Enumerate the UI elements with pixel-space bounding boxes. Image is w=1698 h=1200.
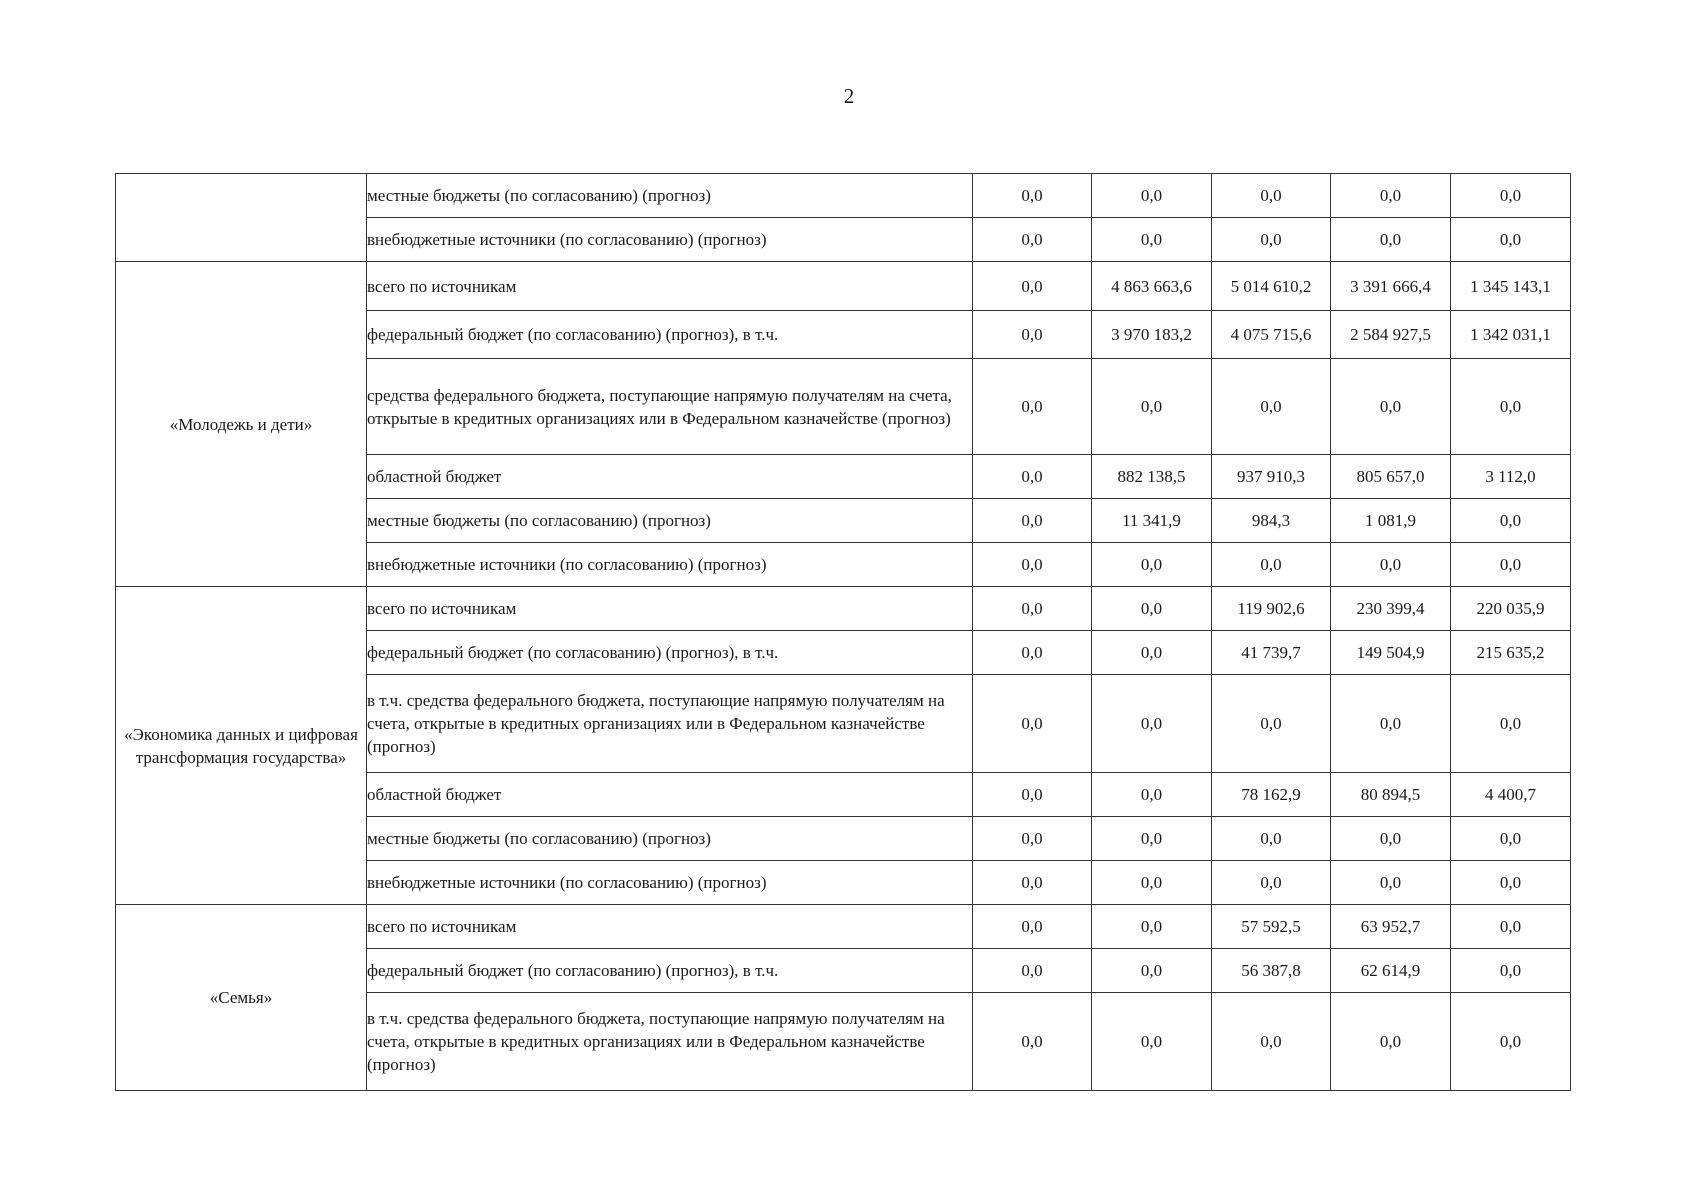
value-cell: 0,0 <box>1331 359 1451 455</box>
value-cell: 4 863 663,6 <box>1092 262 1212 311</box>
funding-source-cell: внебюджетные источники (по согласованию) (прогноз) <box>367 543 973 587</box>
value-cell: 1 342 031,1 <box>1451 311 1571 359</box>
value-cell: 215 635,2 <box>1451 631 1571 675</box>
value-cell: 0,0 <box>1092 993 1212 1091</box>
value-cell: 0,0 <box>973 949 1092 993</box>
value-cell: 882 138,5 <box>1092 455 1212 499</box>
value-cell: 0,0 <box>1092 675 1212 773</box>
table-row <box>116 905 1571 949</box>
funding-source-cell: федеральный бюджет (по согласованию) (прогноз), в т.ч. <box>367 949 973 993</box>
funding-source-cell: областной бюджет <box>367 455 973 499</box>
value-cell: 0,0 <box>1212 174 1331 218</box>
value-cell: 0,0 <box>1331 675 1451 773</box>
value-cell: 0,0 <box>1092 359 1212 455</box>
value-cell: 0,0 <box>973 675 1092 773</box>
value-cell: 0,0 <box>973 993 1092 1091</box>
table-row <box>116 174 1571 218</box>
value-cell: 0,0 <box>1212 861 1331 905</box>
value-cell: 0,0 <box>973 631 1092 675</box>
value-cell: 0,0 <box>1451 993 1571 1091</box>
value-cell: 0,0 <box>1212 359 1331 455</box>
value-cell: 0,0 <box>973 543 1092 587</box>
funding-source-cell: в т.ч. средства федерального бюджета, поступающие напрямую получателям на счета, открытые в кредитных организациях или в Федеральном казначействе (прогноз) <box>367 993 973 1091</box>
value-cell: 0,0 <box>973 218 1092 262</box>
value-cell: 0,0 <box>1092 905 1212 949</box>
value-cell: 0,0 <box>973 587 1092 631</box>
value-cell: 0,0 <box>973 499 1092 543</box>
value-cell: 80 894,5 <box>1331 773 1451 817</box>
value-cell: 0,0 <box>1212 675 1331 773</box>
funding-source-cell: всего по источникам <box>367 905 973 949</box>
value-cell: 0,0 <box>1212 993 1331 1091</box>
value-cell: 0,0 <box>973 817 1092 861</box>
funding-source-cell: местные бюджеты (по согласованию) (прогноз) <box>367 499 973 543</box>
value-cell: 805 657,0 <box>1331 455 1451 499</box>
value-cell: 0,0 <box>1212 817 1331 861</box>
value-cell: 0,0 <box>1092 587 1212 631</box>
value-cell: 0,0 <box>1092 861 1212 905</box>
value-cell: 0,0 <box>1331 543 1451 587</box>
funding-source-cell: внебюджетные источники (по согласованию) (прогноз) <box>367 218 973 262</box>
value-cell: 937 910,3 <box>1212 455 1331 499</box>
value-cell: 0,0 <box>1451 359 1571 455</box>
value-cell: 0,0 <box>973 311 1092 359</box>
value-cell: 0,0 <box>1331 861 1451 905</box>
value-cell: 0,0 <box>1451 905 1571 949</box>
value-cell: 0,0 <box>1331 817 1451 861</box>
value-cell: 0,0 <box>973 861 1092 905</box>
value-cell: 78 162,9 <box>1212 773 1331 817</box>
value-cell: 1 345 143,1 <box>1451 262 1571 311</box>
value-cell: 984,3 <box>1212 499 1331 543</box>
value-cell: 0,0 <box>973 359 1092 455</box>
value-cell: 0,0 <box>1451 499 1571 543</box>
funding-source-cell: всего по источникам <box>367 587 973 631</box>
funding-source-cell: местные бюджеты (по согласованию) (прогноз) <box>367 817 973 861</box>
value-cell: 0,0 <box>1331 993 1451 1091</box>
funding-source-cell: местные бюджеты (по согласованию) (прогноз) <box>367 174 973 218</box>
funding-source-cell: средства федерального бюджета, поступающие напрямую получателям на счета, открытые в кредитных организациях или в Федеральном казначействе (прогноз) <box>367 359 973 455</box>
value-cell: 0,0 <box>1331 218 1451 262</box>
value-cell: 230 399,4 <box>1331 587 1451 631</box>
value-cell: 119 902,6 <box>1212 587 1331 631</box>
value-cell: 11 341,9 <box>1092 499 1212 543</box>
funding-source-cell: в т.ч. средства федерального бюджета, поступающие напрямую получателям на счета, открытые в кредитных организациях или в Федеральном казначействе (прогноз) <box>367 675 973 773</box>
value-cell: 0,0 <box>1092 773 1212 817</box>
value-cell: 4 075 715,6 <box>1212 311 1331 359</box>
value-cell: 0,0 <box>973 262 1092 311</box>
value-cell: 0,0 <box>1212 218 1331 262</box>
value-cell: 3 391 666,4 <box>1331 262 1451 311</box>
project-name-cell <box>116 174 367 262</box>
value-cell: 0,0 <box>1212 543 1331 587</box>
value-cell: 0,0 <box>1092 543 1212 587</box>
value-cell: 57 592,5 <box>1212 905 1331 949</box>
value-cell: 0,0 <box>1092 218 1212 262</box>
value-cell: 0,0 <box>1451 174 1571 218</box>
value-cell: 5 014 610,2 <box>1212 262 1331 311</box>
value-cell: 1 081,9 <box>1331 499 1451 543</box>
value-cell: 0,0 <box>1451 218 1571 262</box>
value-cell: 3 970 183,2 <box>1092 311 1212 359</box>
value-cell: 0,0 <box>1092 631 1212 675</box>
value-cell: 0,0 <box>973 905 1092 949</box>
value-cell: 0,0 <box>973 455 1092 499</box>
value-cell: 0,0 <box>1451 949 1571 993</box>
funding-source-cell: федеральный бюджет (по согласованию) (прогноз), в т.ч. <box>367 631 973 675</box>
value-cell: 0,0 <box>1092 174 1212 218</box>
value-cell: 0,0 <box>1451 675 1571 773</box>
table-row <box>116 262 1571 311</box>
value-cell: 0,0 <box>973 773 1092 817</box>
value-cell: 0,0 <box>973 174 1092 218</box>
funding-source-cell: внебюджетные источники (по согласованию) (прогноз) <box>367 861 973 905</box>
project-name-cell: «Экономика данных и цифровая трансформация государства» <box>116 587 367 905</box>
value-cell: 56 387,8 <box>1212 949 1331 993</box>
value-cell: 2 584 927,5 <box>1331 311 1451 359</box>
value-cell: 62 614,9 <box>1331 949 1451 993</box>
value-cell: 63 952,7 <box>1331 905 1451 949</box>
value-cell: 0,0 <box>1092 817 1212 861</box>
value-cell: 0,0 <box>1451 861 1571 905</box>
value-cell: 220 035,9 <box>1451 587 1571 631</box>
value-cell: 149 504,9 <box>1331 631 1451 675</box>
table-row <box>116 587 1571 631</box>
page-number: 2 <box>843 84 855 108</box>
funding-source-cell: федеральный бюджет (по согласованию) (прогноз), в т.ч. <box>367 311 973 359</box>
value-cell: 0,0 <box>1331 174 1451 218</box>
funding-source-cell: всего по источникам <box>367 262 973 311</box>
value-cell: 41 739,7 <box>1212 631 1331 675</box>
funding-source-cell: областной бюджет <box>367 773 973 817</box>
project-name-cell: «Молодежь и дети» <box>116 262 367 587</box>
project-name-cell: «Семья» <box>116 905 367 1091</box>
value-cell: 0,0 <box>1451 543 1571 587</box>
value-cell: 0,0 <box>1092 949 1212 993</box>
value-cell: 4 400,7 <box>1451 773 1571 817</box>
budget-table <box>115 173 1571 1091</box>
value-cell: 0,0 <box>1451 817 1571 861</box>
value-cell: 3 112,0 <box>1451 455 1571 499</box>
